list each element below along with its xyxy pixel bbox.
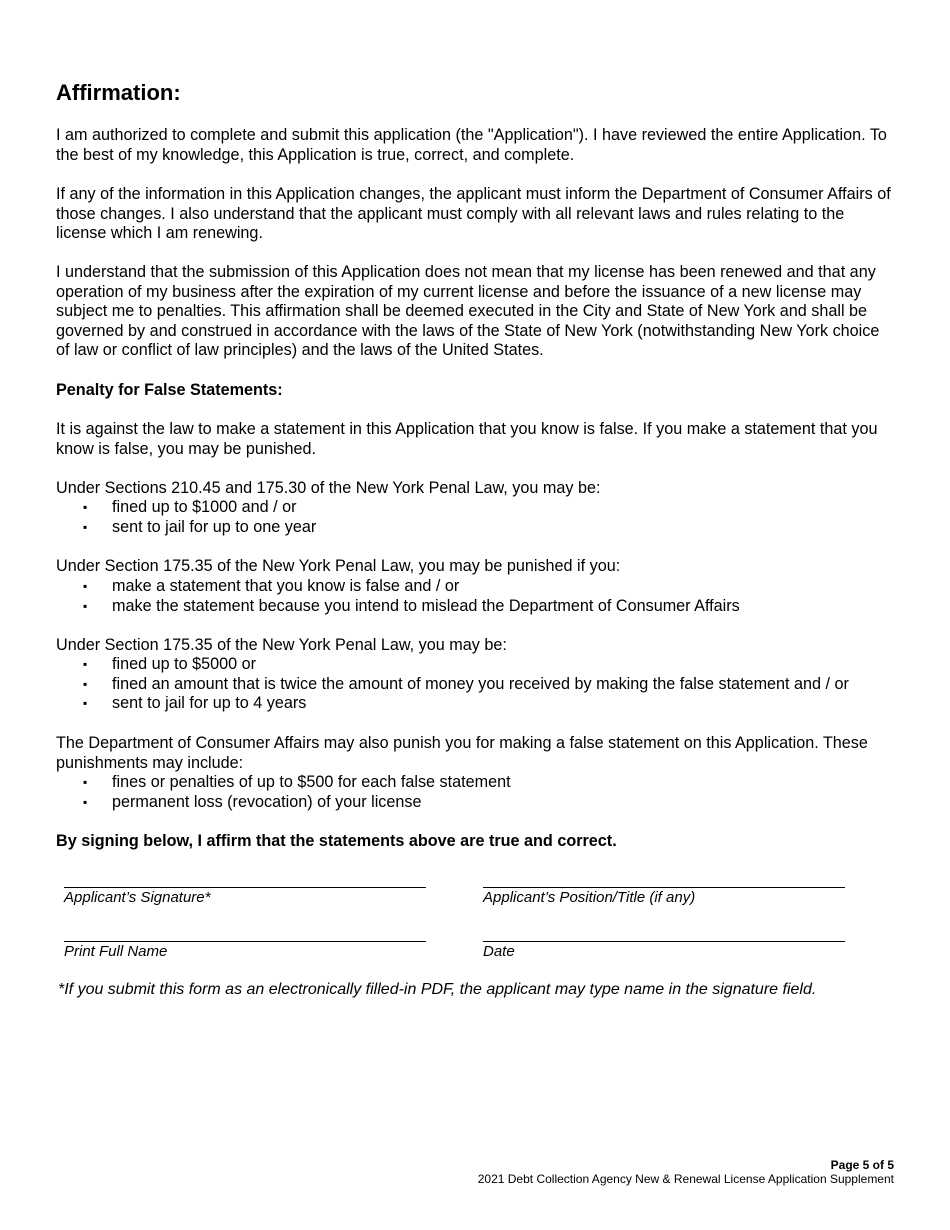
- document-title: 2021 Debt Collection Agency New & Renewal License Application Supplement: [477, 1172, 894, 1186]
- bullet-list: [56, 498, 316, 537]
- bullet-list: [56, 655, 849, 714]
- list-item: ▪ make the statement because you intend to mislead the Department of Consumer Affairs: [56, 597, 740, 617]
- page-title: Affirmation:: [56, 80, 181, 105]
- paragraph-submission: I understand that the submission of this Application does not mean that my license has been renewed and that any operation of my business after the expiration of my current license and before the issuance of a new license may subject me to penalties. This affirmation shall be deemed executed in the City and State of New York and shall be governed by and construed in accordance with the laws of the State of New York (notwithstanding New York choice of law or conflict of law principles) and the laws of the United States.: [56, 263, 880, 360]
- section-lead: Under Section 175.35 of the New York Penal Law, you may be:: [56, 636, 507, 654]
- paragraph-authorization: I am authorized to complete and submit this application (the "Application"). I have reviewed the entire Application. To the best of my knowledge, this Application is true, correct, and complete.: [56, 126, 887, 164]
- penalty-intro: It is against the law to make a statement in this Application that you know is false. If you make a statement that you know is false, you may be punished.: [56, 420, 878, 458]
- list-item: ▪ fined up to $1000 and / or: [56, 498, 316, 518]
- position-line[interactable]: [483, 887, 845, 888]
- list-item: ▪ fines or penalties of up to $500 for each false statement: [56, 773, 511, 793]
- section-lead: Under Section 175.35 of the New York Penal Law, you may be punished if you:: [56, 557, 621, 575]
- list-item: ▪ make a statement that you know is false and / or: [56, 577, 740, 597]
- list-item: ▪ sent to jail for up to one year: [56, 518, 316, 538]
- signature-label: Applicant’s Signature*: [64, 889, 211, 906]
- page-number: Page 5 of 5: [830, 1158, 894, 1172]
- full-name-line[interactable]: [64, 941, 426, 942]
- affirm-statement: By signing below, I affirm that the statements above are true and correct.: [56, 832, 617, 850]
- date-label: Date: [483, 943, 515, 960]
- list-item: ▪ fined an amount that is twice the amount of money you received by making the false statement and / or: [56, 675, 849, 695]
- list-item: ▪ fined up to $5000 or: [56, 655, 849, 675]
- bullet-list: [56, 577, 740, 616]
- page-footer: [478, 1158, 894, 1186]
- list-item: ▪ permanent loss (revocation) of your license: [56, 793, 511, 813]
- list-item: ▪ sent to jail for up to 4 years: [56, 694, 849, 714]
- bullet-list: [56, 773, 511, 812]
- section-lead: The Department of Consumer Affairs may also punish you for making a false statement on this Application. These punishments may include:: [56, 734, 868, 772]
- section-lead: Under Sections 210.45 and 175.30 of the New York Penal Law, you may be:: [56, 479, 601, 497]
- date-line[interactable]: [483, 941, 845, 942]
- paragraph-changes: If any of the information in this Application changes, the applicant must inform the Department of Consumer Affairs of those changes. I also understand that the applicant must comply with all relevant laws and rules relating to the license which I am renewing.: [56, 185, 891, 243]
- signature-line[interactable]: [64, 887, 426, 888]
- penalty-title: Penalty for False Statements:: [56, 381, 283, 399]
- position-label: Applicant’s Position/Title (if any): [483, 889, 696, 906]
- signature-note: *If you submit this form as an electronically filled-in PDF, the applicant may type name in the signature field.: [58, 981, 817, 998]
- full-name-label: Print Full Name: [64, 943, 168, 960]
